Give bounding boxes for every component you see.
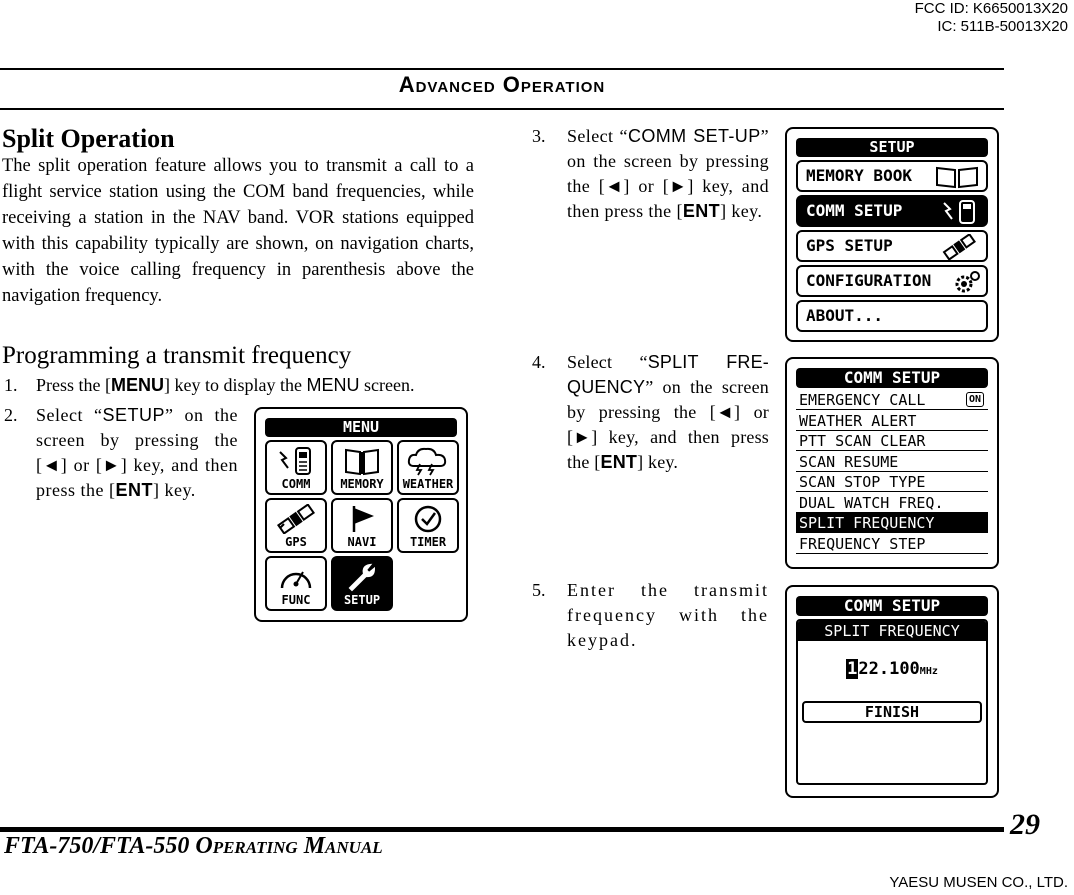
setup-item-memory-book[interactable]: MEMORY BOOK	[796, 160, 988, 192]
step-3	[532, 124, 772, 264]
list-item-selected[interactable]: SPLIT FREQUENCY	[796, 513, 988, 533]
tile-label: FUNC	[281, 593, 311, 607]
tile-weather[interactable]	[397, 440, 459, 495]
step-number: 5.	[532, 580, 546, 600]
ic-id: IC: 511B-50013X20	[937, 18, 1068, 35]
step-text: Select “SETUP” on the screen by pressing the [◄] or [►] key, and then press the [ENT] key.	[36, 405, 238, 500]
gear-icon	[952, 269, 982, 295]
comm-setup-title-bar: COMM SETUP	[796, 368, 988, 388]
header-rule-top	[0, 68, 1004, 70]
menu-screen	[254, 407, 468, 622]
comm-setup-screen	[785, 357, 999, 569]
header-rule-bottom	[0, 108, 1004, 110]
subheading: Programming a transmit frequency	[2, 342, 352, 369]
tile-label: WEATHER	[402, 477, 454, 491]
comm-setup-list	[796, 390, 988, 560]
setup-item-configuration[interactable]: CONFIGURATION	[796, 265, 988, 297]
step-text: Select “SPLIT FRE-QUENCY” on the screen by pressing the [◄] or [►] key, and then press the [ENT] key.	[567, 352, 769, 472]
page-number: 29	[1010, 808, 1040, 841]
setup-item-comm-setup[interactable]: COMM SETUP	[796, 195, 988, 227]
menu-key: MENU	[111, 375, 164, 395]
tile-label: MEMORY	[340, 477, 384, 491]
manual-title: FTA-750/FTA-550 Operating Manual	[4, 833, 383, 859]
tile-memory[interactable]	[331, 440, 393, 495]
finish-button[interactable]: FINISH	[802, 701, 982, 723]
tile-label: NAVI	[347, 535, 377, 549]
step-number: 1.	[4, 375, 18, 395]
footer-rule	[0, 827, 1004, 832]
split-frequency-screen	[785, 585, 999, 798]
tile-label: TIMER	[409, 535, 447, 549]
step-1	[4, 373, 474, 398]
ent-key: ENT	[600, 452, 638, 472]
tile-label: COMM	[281, 477, 311, 491]
step-5	[532, 578, 772, 658]
step-number: 3.	[532, 126, 546, 146]
list-item[interactable]: WEATHER ALERT	[796, 411, 988, 431]
tile-label: GPS	[285, 535, 307, 549]
list-item[interactable]: SCAN RESUME	[796, 452, 988, 472]
split-panel	[796, 619, 988, 785]
radio-icon	[940, 199, 980, 225]
cursor-digit: 1	[847, 659, 858, 679]
section-heading: Split Operation	[2, 124, 175, 153]
frequency-display[interactable]	[798, 659, 986, 679]
step-2	[4, 403, 240, 533]
setup-item-about[interactable]: ABOUT...	[796, 300, 988, 332]
tile-timer[interactable]	[397, 498, 459, 553]
step-number: 4.	[532, 352, 546, 372]
list-item[interactable]: FREQUENCY STEP	[796, 534, 988, 554]
split-subtitle: SPLIT FREQUENCY	[798, 621, 986, 641]
step-text: Press the [MENU] key to display the MENU screen.	[36, 375, 415, 395]
step-number: 2.	[4, 405, 18, 425]
step-text: Select “COMM SET-UP” on the screen by pressing the [◄] or [►] key, and then press the [ENT] key.	[567, 126, 769, 221]
list-item[interactable]: EMERGENCY CALL ON	[796, 390, 988, 410]
section-title: Advanced Operation	[398, 72, 606, 97]
split-title-bar: COMM SETUP	[796, 596, 988, 616]
status-badge: ON	[966, 392, 984, 407]
tile-comm[interactable]	[265, 440, 327, 495]
setup-item-gps-setup[interactable]: GPS SETUP	[796, 230, 988, 262]
menu-title-bar: MENU	[265, 418, 457, 437]
intro-paragraph: The split operation feature allows you to transmit a call to a flight service station using the COM band frequencies, while receiving a station in the NAV band. VOR stations equipped with this capability typically are shown, on navigation charts, with the voice calling frequency in parenthesis above the navigation frequency.	[2, 156, 474, 306]
company-name: YAESU MUSEN CO., LTD.	[889, 874, 1068, 891]
frequency-value: 22.100	[858, 659, 920, 679]
list-item[interactable]: DUAL WATCH FREQ.	[796, 493, 988, 513]
tile-label: SETUP	[343, 593, 381, 607]
ent-key: ENT	[115, 480, 153, 500]
satellite-icon	[942, 234, 978, 260]
step-4	[532, 350, 772, 490]
ent-key: ENT	[682, 201, 721, 221]
frequency-unit: MHz	[919, 666, 938, 677]
list-item[interactable]: PTT SCAN CLEAR	[796, 431, 988, 451]
fcc-id: FCC ID: K6650013X20	[914, 0, 1068, 17]
book-icon	[934, 165, 980, 189]
tile-setup[interactable]	[331, 556, 393, 611]
setup-title-bar: SETUP	[796, 138, 988, 157]
list-item[interactable]: SCAN STOP TYPE	[796, 472, 988, 492]
tile-navi[interactable]	[331, 498, 393, 553]
tile-func[interactable]	[265, 556, 327, 611]
tile-gps[interactable]	[265, 498, 327, 553]
step-text: Enter the transmit frequency with the keypad.	[567, 580, 769, 650]
setup-screen	[785, 127, 999, 342]
